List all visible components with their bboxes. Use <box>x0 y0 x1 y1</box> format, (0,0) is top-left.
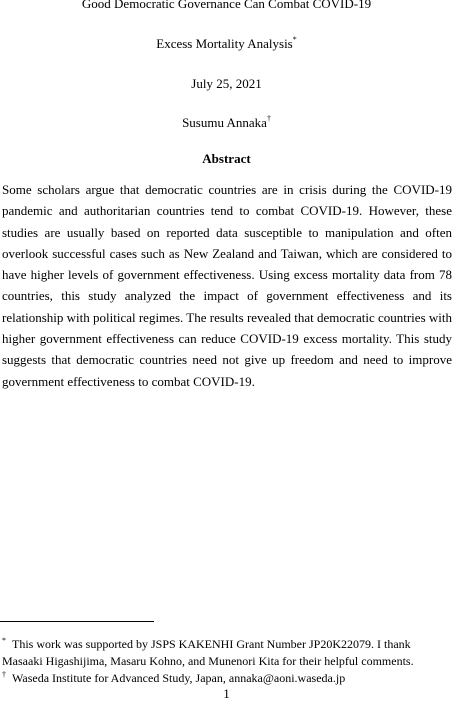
footnote-affiliation <box>2 670 450 687</box>
footnote-text: Waseda Institute for Advanced Study, Japan, annaka@aoni.waseda.jp <box>12 671 346 685</box>
footnote-mark: * <box>2 636 6 645</box>
paper-date: July 25, 2021 <box>191 76 262 91</box>
paper-subtitle <box>0 36 453 52</box>
author-footnote-mark: † <box>266 114 271 123</box>
page-number: 1 <box>223 686 230 701</box>
footnote-text: This work was supported by JSPS KAKENHI Grant Number JP20K22079. I thank Masaaki Higashijima, Masaru Kohno, and Munenori Kita for their helpful comments. <box>2 637 414 668</box>
subtitle-text: Excess Mortality Analysis <box>156 36 293 51</box>
footnote-funding <box>2 636 450 670</box>
paper-title: Good Democratic Governance Can Combat COVID-19 <box>81 0 372 11</box>
subtitle-footnote-mark: * <box>292 35 297 44</box>
paper-author <box>0 115 453 131</box>
footnote-mark: † <box>2 670 6 679</box>
author-name: Susumu Annaka <box>182 115 267 130</box>
abstract-heading: Abstract <box>202 151 251 166</box>
footnote-divider <box>0 621 154 622</box>
abstract-body: Some scholars argue that democratic countries are in crisis during the COVID-19 pandemic and authoritarian countries tend to combat COVID-19. However, these studies are usually based on reported data susceptible to manipulation and often overlook successful cases such as New Zealand and Taiwan, which are considered to have higher levels of government effectiveness. Using excess mortality data from 78 countries, this study analyzed the impact of government effectiveness and its relationship with political regimes. The results revealed that democratic countries with higher government effectiveness can reduce COVID-19 excess mortality. This study suggests that democratic countries need not give up freedom and need to improve government effectiveness to combat COVID-19. <box>2 182 452 389</box>
